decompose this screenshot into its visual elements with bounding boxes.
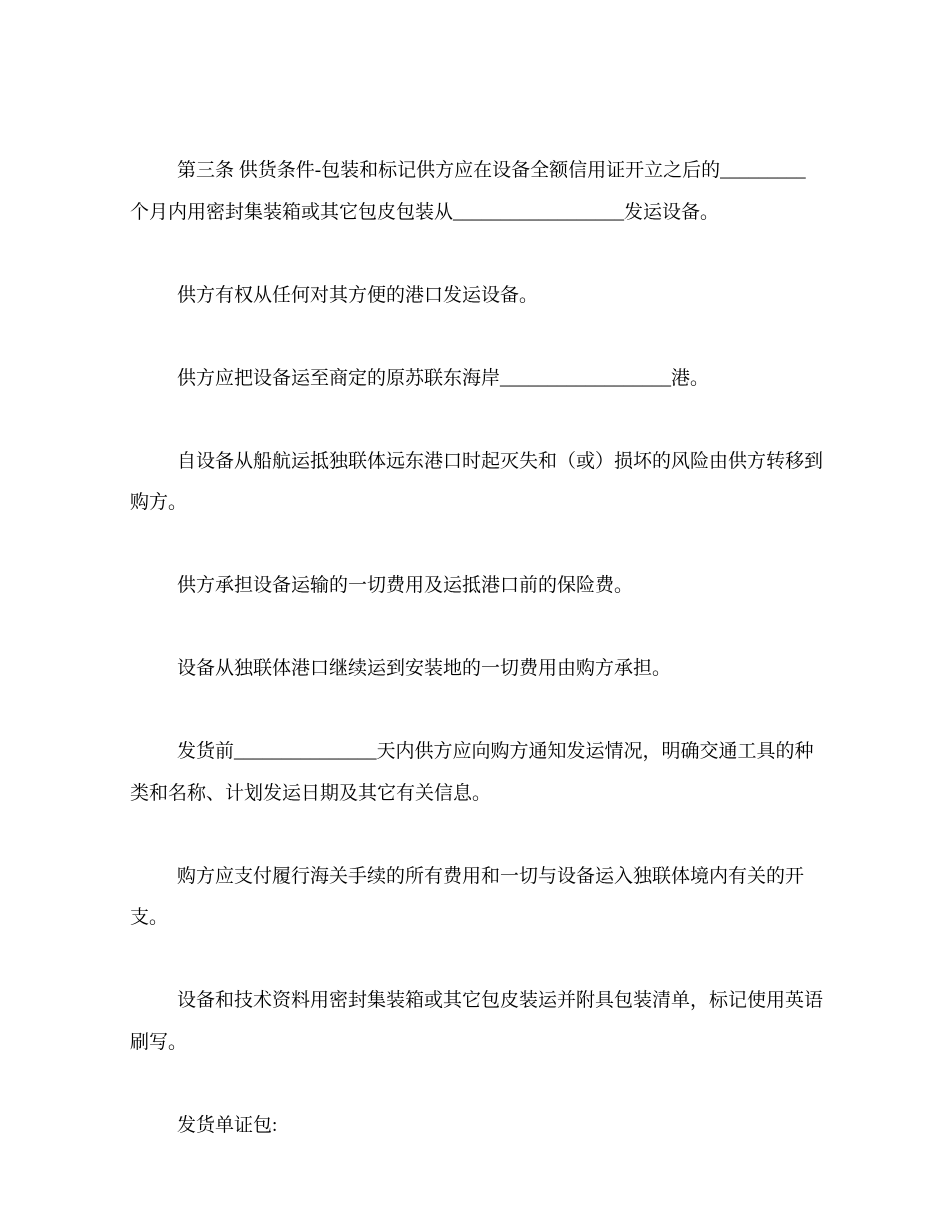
paragraph-buyer-inland-costs: 设备从独联体港口继续运到安装地的一切费用由购方承担。 — [177, 658, 672, 679]
paragraph-port-choice: 供方有权从任何对其方便的港口发运设备。 — [177, 284, 539, 306]
paragraph-destination-port: 供方应把设备运至商定的原苏联东海岸__________________港。 — [177, 367, 710, 389]
paragraph-shipping-documents-heading: 发货单证包: — [177, 1114, 278, 1136]
paragraph-risk-transfer: 自设备从船航运抵独联体远东港口时起灭失和（或）损坏的风险由供方转移到购方。 — [130, 450, 824, 513]
paragraph-shipping-notice: 发货前_______________天内供方应向购方通知发运情况，明确交通工具的种类和名称、计划发运日期及其它有关信息。 — [130, 741, 814, 804]
paragraph-customs-fees: 购方应支付履行海关手续的所有费用和一切与设备运入独联体境内有关的开支。 — [130, 865, 805, 928]
document-body — [130, 150, 823, 1188]
paragraph-packing-list-marking: 设备和技术资料用密封集装箱或其它包皮装运并附具包装清单，标记使用英语刷写。 — [130, 990, 824, 1053]
paragraph-article3-packing-marking: 第三条 供货条件-包装和标记供方应在设备全额信用证开立之后的_________个月内用密封集装箱或其它包皮包装从__________________发运设备。 — [130, 160, 806, 223]
paragraph-supplier-costs: 供方承担设备运输的一切费用及运抵港口前的保险费。 — [177, 575, 634, 596]
